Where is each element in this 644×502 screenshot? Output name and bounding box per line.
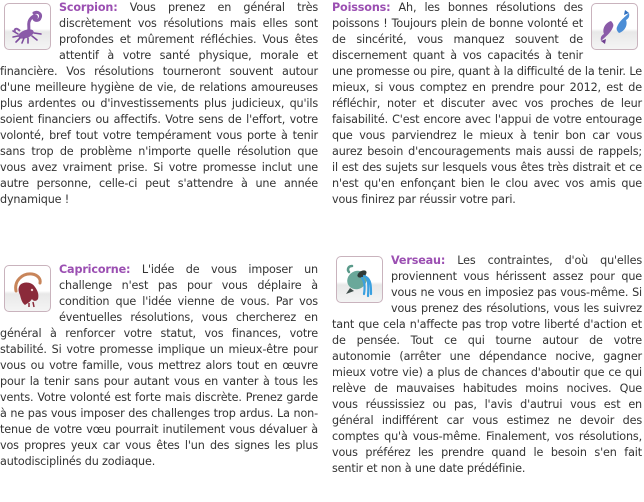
sign-description: Ah, les bonnes résolutions des poissons ! Toujours plein de bonne volonté et de sincérité, vous manquez souvent de discernement quant à vos capacités à tenir une promesse ou pire, quant à la difficulté de la tenir. Le mieux, si vous comptez en prendre pour 2012, est de réfléchir, noter et discuter avec vos proches de leur faisabilité. C'est encore avec l'appui de votre entourage que vous parviendrez le mieux à tenir bon car vous aurez besoin d'encouragements mais aussi de rappels; il est des sujets sur lesquels vous êtes très distrait et ce n'est qu'en enfonçant bien le clou avec vos amis que vous finirez par réussir votre pari. — [332, 1, 642, 206]
sign-name-scorpion: Scorpion — [59, 1, 114, 14]
sign-name-verseau: Verseau — [391, 254, 441, 267]
capricorn-icon — [4, 265, 51, 312]
aquarius-icon — [336, 256, 383, 303]
sign-description: Les contraintes, d'où qu'elles proviennent vous hérissent assez pour que vous ne vous en imposiez pas vous-même. Si vous prenez des résolutions, vous les suivrez tant que cela n'affecte pas trop votre liberté d'action et de pensée. Tout ce qui tourne autour de votre autonomie (arrêter une dépendance nocive, gagner mieux votre vie) a plus de chances d'aboutir que ce qui relève de mauvaises habitudes moins nocives. Que vous réussissiez ou pas, l'avis d'autrui vous est en général indifférent car vous estimez ne devoir des comptes qu'à vous-même. Finalement, vos résolutions, vous préférez les prendre quand le besoin s'en fait sentir et non à une date prédéfinie. — [332, 254, 642, 475]
horoscope-entry-verseau — [332, 253, 642, 477]
horoscope-entry-scorpion — [0, 0, 318, 208]
sign-separator: : — [126, 263, 131, 276]
scorpion-icon — [4, 3, 51, 50]
pisces-icon — [591, 3, 638, 50]
sign-name-poissons: Poissons — [332, 1, 387, 14]
sign-separator: : — [386, 1, 391, 14]
sign-description: L'idée de vous imposer un challenge n'est pas pour vous déplaire à condition que l'idée vienne de vous. Par vos éventuelles résolutions, vous chercherez en général à renforcer votre statut, vos finances, votre stabilité. Si votre promesse implique un mieux-être pour vous ou votre famille, vous mettrez alors tout en œuvre pour la tenir sans pour autant vous en vanter à tous les vents. Votre volonté est forte mais discrète. Prenez garde à ne pas vous imposer des challenges trop ardus. La non-tenue de votre vœu pourrait inutilement vous dévaluer à vos propres yeux car vous êtes l'un des signes les plus autodisciplinés du zodiaque. — [0, 263, 318, 468]
horoscope-entry-capricorne — [0, 262, 318, 470]
sign-separator: : — [440, 254, 446, 267]
sign-separator: : — [113, 1, 118, 14]
sign-name-capricorne: Capricorne — [59, 263, 127, 276]
horoscope-entry-poissons — [332, 0, 642, 208]
sign-description: Vous prenez en général très discrètement vos résolutions mais elles sont profondes et mûrement réfléchies. Vous êtes attentif à votre santé physique, morale et financière. Vos résolutions tourneront souvent autour d'une meilleure hygiène de vie, de relations amoureuses plus ardentes ou d'investissements plus judicieux, qu'ils soient financiers ou affectifs. Votre sens de l'effort, votre volonté, bref tout votre tempérament vous porte à tenir sans trop de problème n'importe quelle résolution que vous avez vraiment prise. Si votre promesse inclut une autre personne, celle-ci peut s'attendre à une année dynamique ! — [0, 1, 318, 206]
